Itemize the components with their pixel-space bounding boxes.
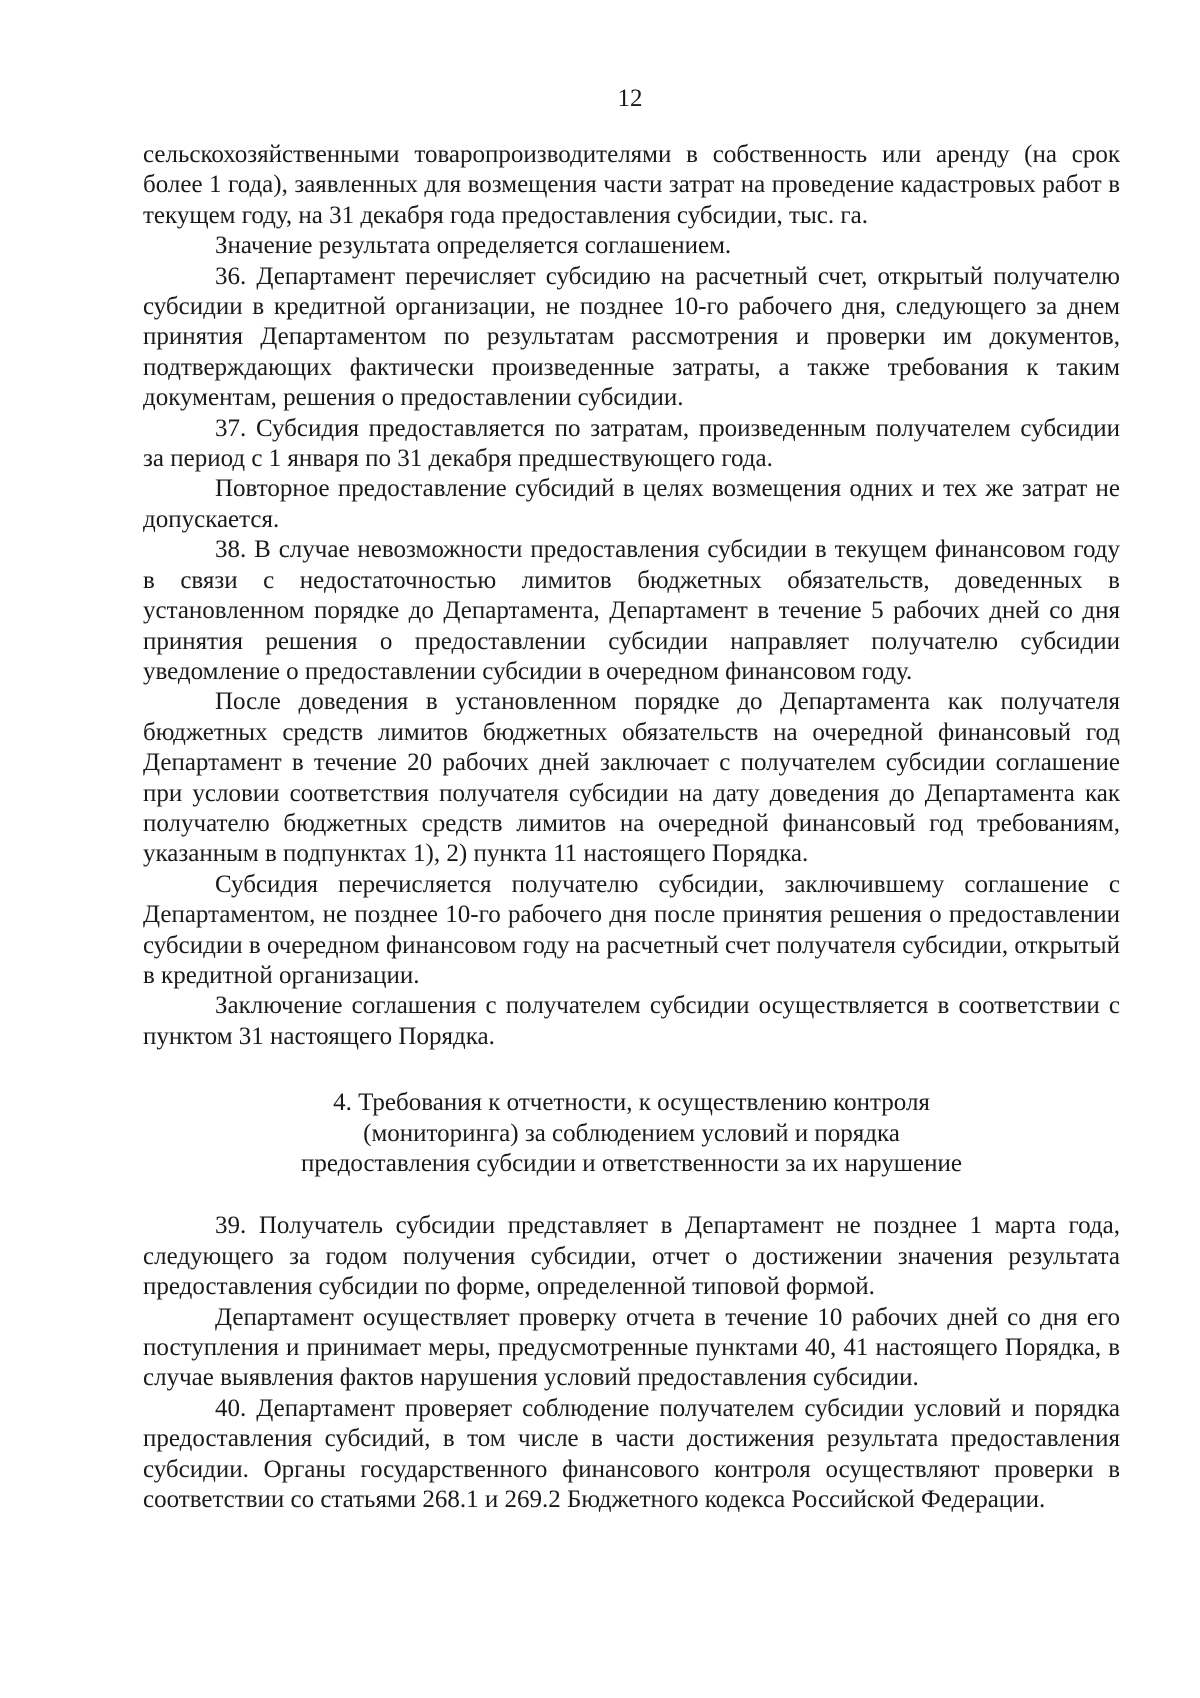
paragraph-38: 38. В случае невозможности предоставления субсидии в текущем финансовом году в связи с недостаточностью лимитов бюджетных обязательств, доведенных в установленном порядке до Департамента, Департамент в течение 5 рабочих дней со дня принятия решения о предоставлении субсидии направляет получателю субсидии уведомление о предоставлении субсидии в очередном финансовом году. <box>143 536 1120 685</box>
paragraph-36: 36. Департамент перечисляет субсидию на расчетный счет, открытый получателю субсидии в кредитной организации, не позднее 10-го рабочего дня, следующего за днем принятия Департаментом по результатам рассмотрения и проверки им документов, подтверждающих фактически произведенные затраты, а также требования к таким документам, решения о предоставлении субсидии. <box>143 262 1120 412</box>
paragraph-continuation: сельскохозяйственными товаропроизводителями в собственность или аренду (на срок более 1 года), заявленных для возмещения части затрат на проведение кадастровых работ в текущем году, на 31 декабря года предоставления субсидии, тыс. га. <box>143 141 1120 229</box>
paragraph-agreement: Заключение соглашения с получателем субсидии осуществляется в соответствии с пунктом 31 настоящего Порядка. <box>143 992 1120 1050</box>
paragraph-40: 40. Департамент проверяет соблюдение получателем субсидии условий и порядка предоставления субсидий, в том числе в части достижения результата предоставления субсидии. Органы государственного финансового контроля осуществляют проверки в соответствии со статьями 268.1 и 269.2 Бюджетного кодекса Российской Федерации. <box>143 1394 1120 1514</box>
document-body <box>143 140 1120 1515</box>
paragraph-39: 39. Получатель субсидии представляет в Департамент не позднее 1 марта года, следующего за годом получения субсидии, отчет о достижении значения результата предоставления субсидии по форме, определенной типовой формой. <box>143 1212 1120 1301</box>
paragraph-37: 37. Субсидия предоставляется по затратам, произведенным получателем субсидии за период с 1 января по 31 декабря предшествующего года. <box>143 414 1120 473</box>
section-heading-line-3: предоставления субсидии и ответственности за их нарушение <box>300 1150 963 1177</box>
section-heading <box>143 1088 1120 1179</box>
section-heading-line-1: 4. Требования к отчетности, к осуществлению контроля <box>333 1089 930 1117</box>
paragraph-report-check: Департамент осуществляет проверку отчета в течение 10 рабочих дней со дня его поступления и принимает меры, предусмотренные пунктами 40, 41 настоящего Порядка, в случае выявления фактов нарушения условий предоставления субсидии. <box>143 1303 1120 1392</box>
paragraph-repeat-subsidy: Повторное предоставление субсидий в целях возмещения одних и тех же затрат не допускается. <box>143 475 1120 533</box>
page-number: 12 <box>617 85 643 112</box>
paragraph-subsidy-transfer: Субсидия перечисляется получателю субсидии, заключившему соглашение с Департаментом, не позднее 10-го рабочего дня после принятия решения о предоставлении субсидии в очередном финансовом году на расчетный счет получателя субсидии, открытый в кредитной организации. <box>143 870 1120 989</box>
paragraph-after-limits: После доведения в установленном порядке до Департамента как получателя бюджетных средств лимитов бюджетных обязательств на очередной финансовый год Департамент в течение 20 рабочих дней заключает с получателем субсидии соглашение при условии соответствия получателя субсидии на дату доведения до Департамента как получателю бюджетных средств лимитов на очередной финансовый год требованиям, указанным в подпунктах 1), 2) пункта 11 настоящего Порядка. <box>143 688 1120 868</box>
section-heading-line-2: (мониторинга) за соблюдением условий и порядка <box>363 1119 900 1147</box>
paragraph-result-value: Значение результата определяется соглашением. <box>215 232 732 260</box>
